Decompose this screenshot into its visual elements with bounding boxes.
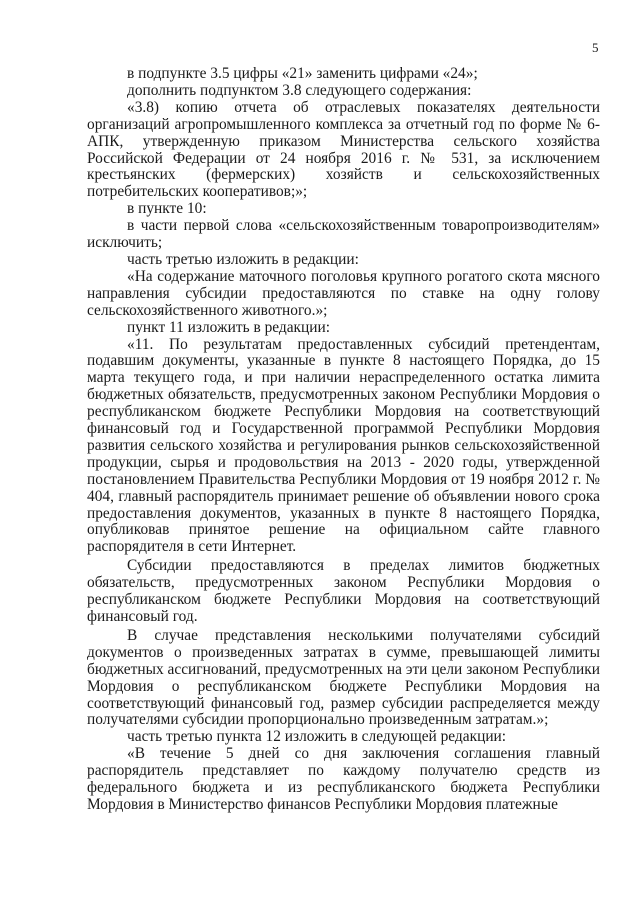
paragraph-7: «На содержание маточного поголовья крупного рогатого скота мясного направления субсидии предоставляются по ставке на одну голову сельскохозяйственного животного.»; <box>87 267 600 319</box>
paragraph-13: «В течение 5 дней со дня заключения соглашения главный распорядитель представляет по каждому получателю средств из федерального бюджета и из республиканского бюджета Республики Мордовия в Министерство финансов Республики Мордовия платежные <box>87 745 600 813</box>
paragraph-9: «11. По результатам предоставленных субсидий претендентам, подавшим документы, указанные в пункте 8 настоящего Порядка, до 15 марта текущего года, и при наличии нераспределенного остатка лимита бюджетных обязательств, предусмотренных законом Республики Мордовия о республиканском бюджете Республики Мордовия на соответствующий финансовый год и Государственной программой Республики Мордовия развития сельского хозяйства и регулирования рынков сельскохозяйственной продукции, сырья и продовольствия на 2013 - 2020 годы, утвержденной постановлением Правительства Республики Мордовия от 19 ноября 2012 г. № 404, главный распорядитель принимает решение об объявлении нового срока предоставления документов, указанных в пункте 8 настоящего Порядка, опубликовав принятое решение на официальном сайте главного распорядителя в сети Интернет. <box>87 335 600 556</box>
paragraph-12: часть третью пункта 12 изложить в следующей редакции: <box>127 728 507 746</box>
paragraph-1: в подпункте 3.5 цифры «21» заменить цифрами «24»; <box>127 65 478 82</box>
page-number: 5 <box>592 40 599 55</box>
paragraph-5: в части первой слова «сельскохозяйственным товаропроизводителям» исключить; <box>87 217 600 252</box>
paragraph-3: «3.8) копию отчета об отраслевых показателях деятельности организаций агропромышленного комплекса за отчетный год по форме № 6-АПК, утвержденную приказом Министерства сельского хозяйства Российской Федерации от 24 ноября 2016 г. № 531, за исключением крестьянских (фермерских) хозяйств и сельскохозяйственных потребительских кооперативов;»; <box>87 98 600 201</box>
document-body <box>87 66 600 814</box>
paragraph-11: В случае представления несколькими получателями субсидий документов о произведенных затратах в сумме, превышающей лимиты бюджетных ассигнований, предусмотренных на эти цели законом Республики Мордовия о республиканском бюджете Республики Мордовия на соответствующий финансовый год, размер субсидии распределяется между получателями субсидии пропорционально произведенным затратам.»; <box>87 626 600 729</box>
paragraph-10: Субсидии предоставляются в пределах лимитов бюджетных обязательств, предусмотренных законом Республики Мордовия о республиканском бюджете Республики Мордовия на соответствующий финансовый год. <box>87 557 600 625</box>
paragraph-2: дополнить подпунктом 3.8 следующего содержания: <box>127 81 472 99</box>
paragraph-4: в пункте 10: <box>127 200 207 218</box>
paragraph-8: пункт 11 изложить в редакции: <box>127 318 331 336</box>
paragraph-6: часть третью изложить в редакции: <box>127 250 359 268</box>
